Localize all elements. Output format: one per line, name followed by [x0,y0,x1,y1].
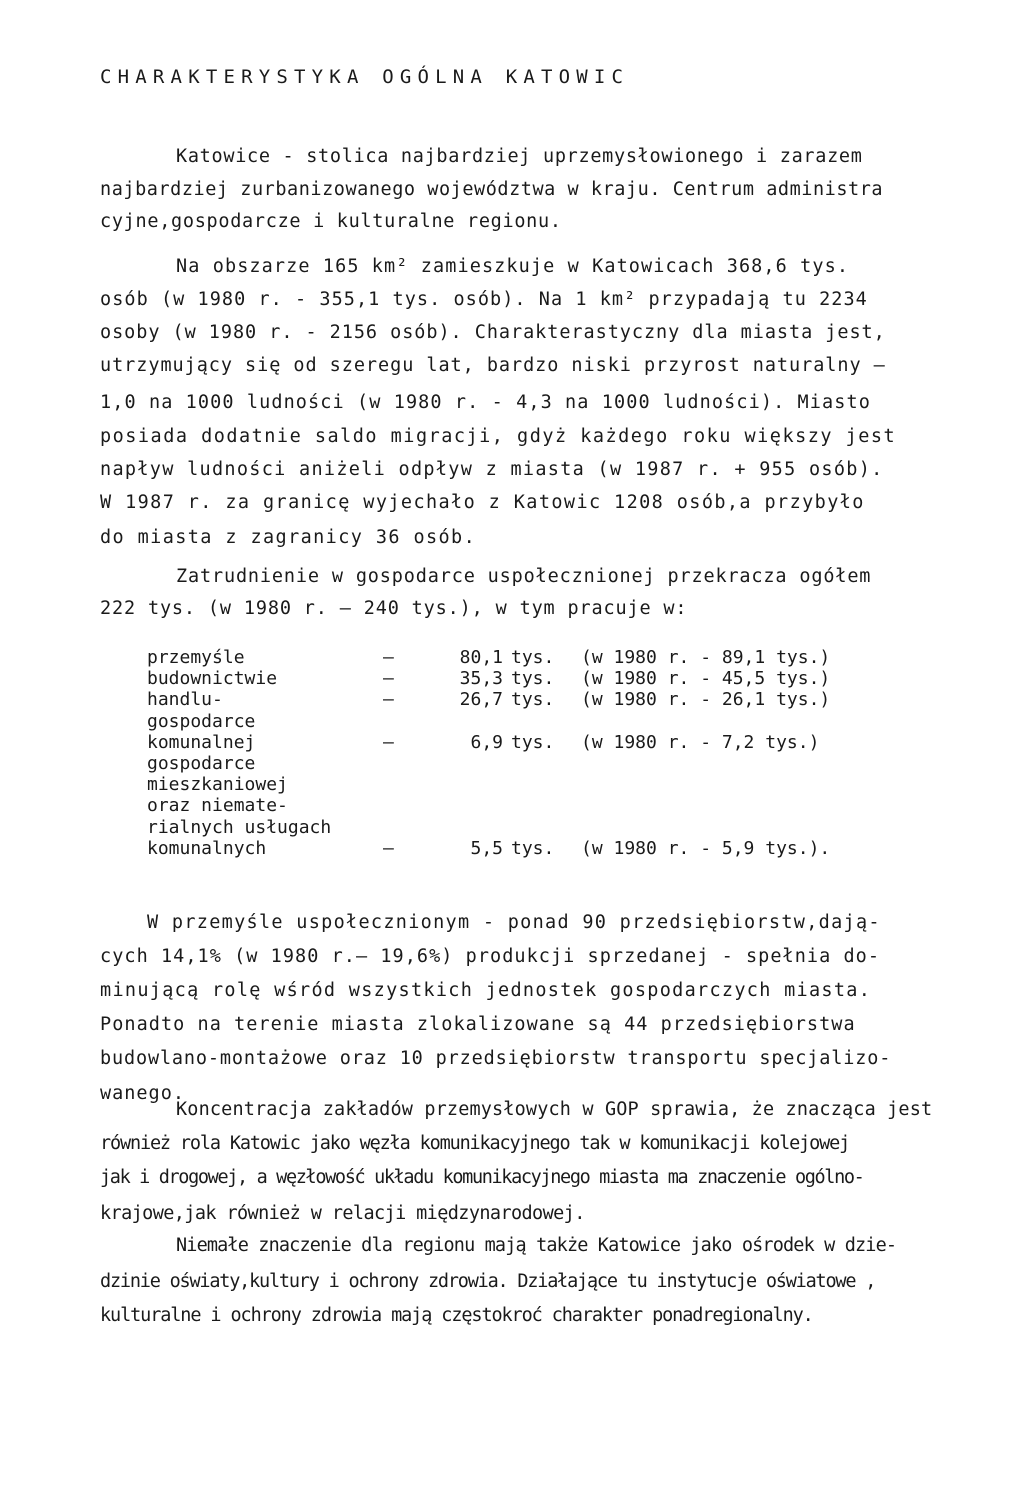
sector-dash [383,795,431,816]
text-line: cych 14,1% (w 1980 r.— 19,6%) produkcji sprzedanej - spełnia do- [100,946,881,967]
sector-previous [565,774,830,795]
sector-previous: (w 1980 r. - 89,1 tys.) [581,647,831,668]
table-row [147,689,830,710]
sector-dash: — [383,668,394,690]
table-row [147,774,830,795]
text-line: najbardziej zurbanizowanego województwa w kraju. Centrum administra [100,179,884,200]
text-line: wanego. [100,1083,185,1104]
sector-previous: (w 1980 r. - 5,9 tys.). [581,837,831,859]
sector-name: mieszkaniowej [147,774,288,796]
sector-unit [511,817,565,838]
sector-unit: tys. [511,731,555,753]
text-line: osób (w 1980 r. - 355,1 tys. osób). Na 1 km² przypadają tu 2234 [100,289,868,310]
text-line: posiada dodatnie saldo migracji, gdyż każdego roku większy jest [100,426,897,447]
text-line: Katowice - stolica najbardziej uprzemysłowionego i zarazem [176,146,863,167]
text-line: napływ ludności aniżeli odpływ z miasta (w 1987 r. + 955 osób). [100,459,884,480]
table-row [147,795,830,816]
text-line: cyjne,gospodarcze i kulturalne regionu. [100,211,562,232]
sector-value: 6,9 [470,731,503,753]
sector-value: 5,5 [470,837,503,859]
table-row [147,732,830,753]
sector-name: oraz niemate- [147,795,288,817]
text-line: minującą rolę wśród wszystkich jednostek gospodarczych miasta. [100,980,872,1001]
text-line: Zatrudnienie w gospodarce uspołecznionej przekracza ogółem [176,566,872,587]
sector-name: budownictwie [147,668,278,690]
text-line: utrzymujący się od szeregu lat, bardzo niski przyrost naturalny — [100,355,886,376]
text-line: kulturalne i ochrony zdrowia mają częstokroć charakter ponadregionalny. [100,1305,813,1326]
text-line: Koncentracja zakładów przemysłowych w GOP sprawia, że znacząca jest [176,1099,933,1120]
sector-unit: tys. [511,647,555,668]
text-line: do miasta z zagranicy 36 osób. [100,527,477,548]
text-line: W 1987 r. za granicę wyjechało z Katowic 1208 osób,a przybyło [100,492,865,513]
sector-dash [383,711,431,732]
sector-name: przemyśle [147,647,245,668]
sector-unit [511,774,565,795]
sector-value [431,711,511,732]
sector-previous: (w 1980 r. - 26,1 tys.) [581,689,831,711]
sector-value [431,817,511,838]
sector-dash [383,817,431,838]
text-line: Ponadto na terenie miasta zlokalizowane są 44 przedsiębiorstwa [100,1014,856,1035]
text-line: 222 tys. (w 1980 r. — 240 tys.), w tym pracuje w: [100,598,688,619]
sector-name: gospodarce [147,753,256,775]
sector-name: gospodarce [147,710,256,732]
sector-previous: (w 1980 r. - 45,5 tys.) [581,668,831,690]
sector-value: 35,3 [459,668,503,690]
sector-unit [511,753,565,774]
text-line: krajowe,jak również w relacji międzynarodowej. [100,1203,585,1224]
sector-unit [511,795,565,816]
sector-dash: — [383,689,394,711]
text-line: Na obszarze 165 km² zamieszkuje w Katowicach 368,6 tys. [176,256,850,277]
text-line: W przemyśle uspołecznionym - ponad 90 przedsiębiorstw,dają- [147,912,881,933]
sector-previous [565,753,830,774]
sector-unit: tys. [511,689,555,711]
sector-dash: — [383,731,394,753]
sector-value [431,795,511,816]
sector-value: 80,1 [459,647,503,668]
table-row [147,668,830,689]
sector-dash: — [383,647,394,668]
table-row [147,838,830,859]
document-title: CHARAKTERYSTYKA OGÓLNA KATOWIC [100,66,630,88]
sector-name: rialnych usługach [147,816,332,838]
sector-dash: — [383,837,394,859]
table-row [147,647,830,668]
sector-unit: tys. [511,668,555,690]
text-line: budowlano-montażowe oraz 10 przedsiębiorstw transportu specjalizo- [100,1048,892,1069]
sector-value [431,753,511,774]
text-line: również rola Katowic jako węzła komunikacyjnego tak w komunikacji kolejowej [100,1133,850,1154]
table-row [147,711,830,732]
text-line: jak i drogowej, a węzłowość układu komunikacyjnego miasta ma znaczenie ogólno- [100,1167,864,1188]
sector-unit [511,711,565,732]
sector-name: handlu- [147,689,223,711]
text-line: Niemałe znaczenie dla regionu mają także Katowice jako ośrodek w dzie- [176,1235,897,1256]
employment-table [147,647,830,859]
sector-name: komunalnej [147,731,256,753]
sector-previous: (w 1980 r. - 7,2 tys.) [581,731,820,753]
table-row [147,817,830,838]
text-line: dzinie oświaty,kultury i ochrony zdrowia. Działające tu instytucje oświatowe , [100,1271,876,1292]
sector-previous [565,795,830,816]
sector-unit: tys. [511,837,555,859]
sector-previous [565,711,830,732]
sector-value: 26,7 [459,689,503,711]
table-row [147,753,830,774]
sector-value [431,774,511,795]
sector-previous [565,817,830,838]
sector-dash [383,774,431,795]
sector-name: komunalnych [147,837,267,859]
sector-dash [383,753,431,774]
text-line: osoby (w 1980 r. - 2156 osób). Charakterastyczny dla miasta jest, [100,322,886,343]
text-line: 1,0 na 1000 ludności (w 1980 r. - 4,3 na 1000 ludności). Miasto [100,392,871,413]
